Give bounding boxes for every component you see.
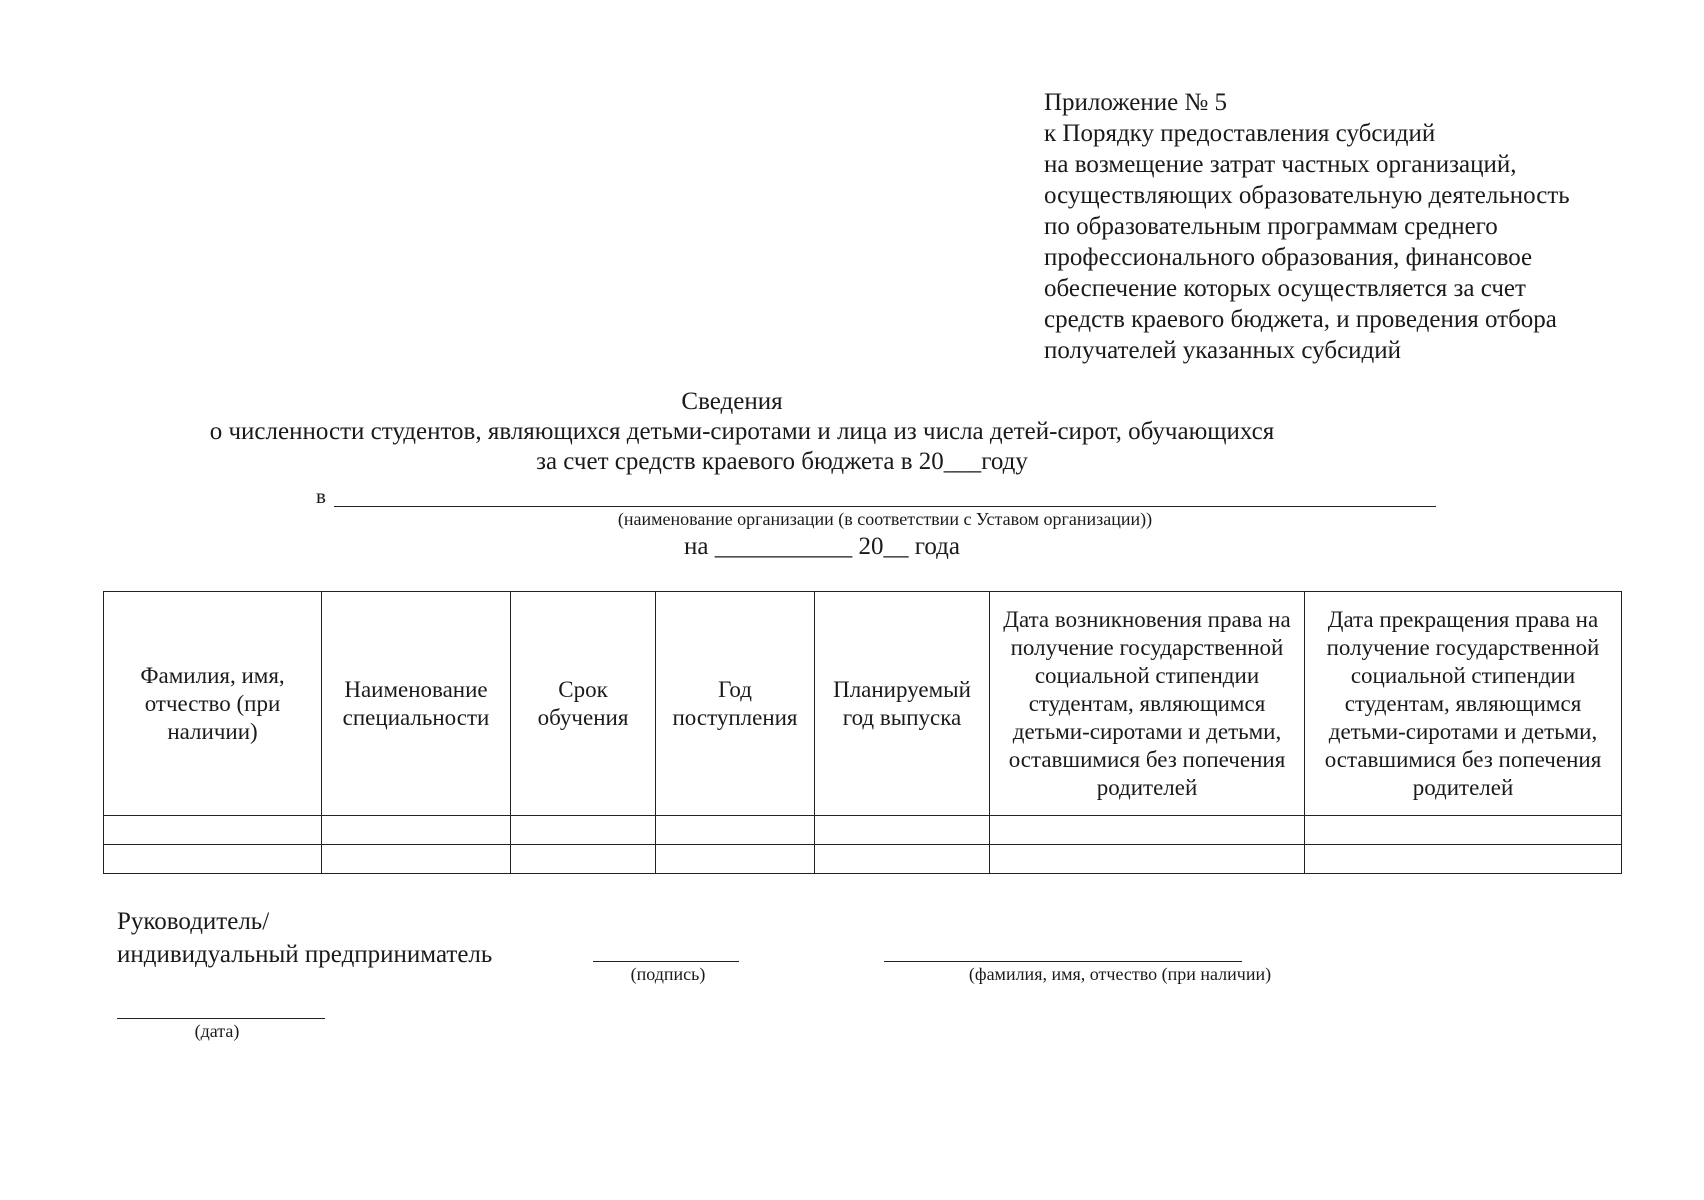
table-cell[interactable] — [1305, 845, 1622, 874]
appendix-line: на возмещение затрат частных организаций, — [1044, 151, 1517, 178]
table-cell[interactable] — [511, 845, 656, 874]
appendix-line: Приложение № 5 — [1044, 89, 1228, 116]
table-row — [104, 845, 1622, 874]
table-cell[interactable] — [656, 845, 815, 874]
column-header-right-start-date: Дата возникновения права на получение государственной социальной стипендии студентам, являющимся детьми-сиротами и детьми, оставшимися без попечения родителей — [990, 592, 1305, 816]
table-cell[interactable] — [656, 816, 815, 845]
column-header-fio: Фамилия, имя, отчество (при наличии) — [104, 592, 322, 816]
head-label-line2: индивидуальный предприниматель — [117, 941, 493, 968]
table-cell[interactable] — [815, 845, 990, 874]
appendix-line: осуществляющих образовательную деятельность — [1044, 182, 1570, 209]
column-header-graduation-year: Планируемый год выпуска — [815, 592, 990, 816]
column-header-right-end-date: Дата прекращения права на получение государственной социальной стипендии студентам, являющимся детьми-сиротами и детьми, оставшимися без попечения родителей — [1305, 592, 1622, 816]
fio-field-line[interactable] — [884, 961, 1242, 962]
table-cell[interactable] — [104, 816, 322, 845]
appendix-line: по образовательным программам среднего — [1044, 213, 1498, 240]
appendix-line: к Порядку предоставления субсидий — [1044, 120, 1436, 147]
appendix-line: обеспечение которых осуществляется за счет — [1044, 275, 1526, 302]
table-cell[interactable] — [104, 845, 322, 874]
date-caption: (дата) — [194, 1021, 240, 1041]
as-of-date-line: на ___________ 20__ года — [684, 533, 960, 560]
head-label-line1: Руководитель/ — [117, 908, 270, 935]
table-cell[interactable] — [322, 816, 511, 845]
table-cell[interactable] — [815, 816, 990, 845]
appendix-line: профессионального образования, финансовое — [1044, 244, 1533, 271]
table-cell[interactable] — [990, 845, 1305, 874]
table-cell[interactable] — [990, 816, 1305, 845]
signature-field-line[interactable] — [593, 961, 739, 962]
fio-caption: (фамилия, имя, отчество (при наличии) — [968, 964, 1272, 984]
document-title: Сведения — [681, 388, 783, 415]
column-header-duration: Срок обучения — [511, 592, 656, 816]
signature-caption: (подпись) — [630, 964, 706, 984]
table-row — [104, 816, 1622, 845]
appendix-line: получателей указанных субсидий — [1044, 337, 1402, 364]
column-header-admission-year: Год поступления — [656, 592, 815, 816]
organization-field-line[interactable] — [334, 506, 1436, 507]
organization-prefix: в — [316, 484, 326, 508]
head-label — [117, 905, 492, 971]
table-header-row — [104, 592, 1622, 816]
column-header-specialty: Наименование специальности — [322, 592, 511, 816]
table-cell[interactable] — [1305, 816, 1622, 845]
table-cell[interactable] — [322, 845, 511, 874]
students-table — [103, 591, 1622, 874]
organization-caption: (наименование организации (в соответствии с Уставом организации)) — [617, 509, 1153, 529]
document-subtitle-cont: за счет средств краевого бюджета в 20___году — [536, 448, 1028, 475]
date-field-line[interactable] — [117, 1018, 325, 1019]
table-cell[interactable] — [511, 816, 656, 845]
document-subtitle: о численности студентов, являющихся детьми-сиротами и лица из числа детей-сирот, обучающихся — [209, 418, 1275, 445]
appendix-line: средств краевого бюджета, и проведения отбора — [1044, 306, 1557, 333]
appendix-block — [1044, 87, 1664, 366]
